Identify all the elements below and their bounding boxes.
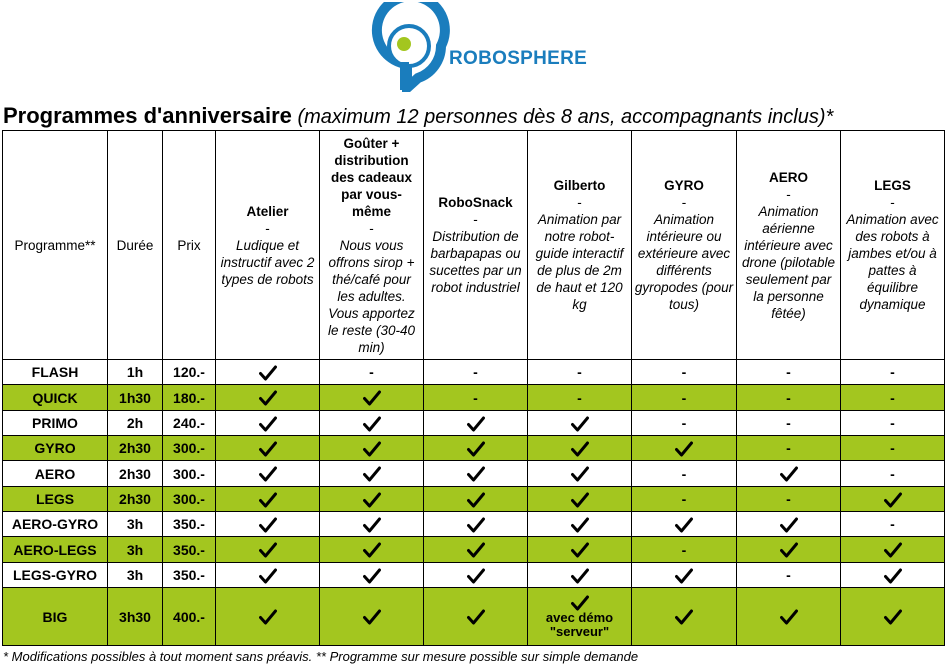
cell-activity [216,385,320,410]
cell-prix: 300.- [163,436,216,461]
cell-activity [216,512,320,537]
cell-activity [737,360,841,385]
title-main: Programmes d'anniversaire [3,103,292,128]
cell-activity [737,385,841,410]
cell-prix: 350.- [163,562,216,587]
cell-prix: 400.- [163,588,216,646]
cell-activity [632,562,737,587]
cell-activity [216,436,320,461]
check-icon [675,609,693,625]
cell-activity [216,360,320,385]
cell-activity [320,461,424,486]
check-icon [363,542,381,558]
cell-activity [320,562,424,587]
check-icon [467,492,485,508]
table-row [3,562,945,587]
check-icon [780,609,798,625]
table-row [3,461,945,486]
check-icon [259,466,277,482]
cell-activity [528,461,632,486]
cell-activity [528,562,632,587]
cell-activity [632,410,737,435]
table-row [3,436,945,461]
cell-name: AERO-LEGS [3,537,108,562]
check-icon [259,542,277,558]
cell-activity [216,562,320,587]
table-row [3,537,945,562]
cell-activity [424,537,528,562]
cell-duree: 3h30 [108,588,163,646]
cell-prix: 350.- [163,537,216,562]
logo-dot-icon [397,37,411,51]
check-icon [675,441,693,457]
cell-prix: 240.- [163,410,216,435]
check-icon [363,609,381,625]
header-row [3,131,945,360]
cell-activity [632,461,737,486]
check-icon [884,568,902,584]
dash: - [473,364,478,381]
cell-activity [737,562,841,587]
col-activity: AERO - Animation aérienne intérieure avec drone (pilotable seulement par la personne fêtée) [737,131,841,360]
cell-duree: 2h30 [108,461,163,486]
cell-name: QUICK [3,385,108,410]
cell-name: PRIMO [3,410,108,435]
cell-activity [320,537,424,562]
dash: - [681,541,687,558]
cell-activity [737,436,841,461]
cell-activity [320,360,424,385]
dash: - [890,440,895,457]
cell-name: FLASH [3,360,108,385]
dash: - [890,465,895,482]
check-icon [571,466,589,482]
cell-activity [737,537,841,562]
check-icon [363,517,381,533]
check-icon [363,416,381,432]
dash: - [681,389,687,406]
cell-activity [632,486,737,511]
cell-activity [841,588,945,646]
cell-activity [528,537,632,562]
cell-activity [841,360,945,385]
cell-activity [737,512,841,537]
cell-name: LEGS [3,486,108,511]
check-icon [571,595,589,611]
dash: - [786,414,791,431]
cell-activity [632,537,737,562]
check-icon [467,441,485,457]
brand-name: ROBOSPHERE [449,48,588,69]
dash: - [577,364,582,381]
check-icon [884,609,902,625]
check-icon [259,609,277,625]
cell-activity [737,461,841,486]
cell-activity [841,512,945,537]
programmes-table [2,130,945,646]
cell-duree: 2h30 [108,486,163,511]
cell-activity [632,360,737,385]
dash: - [681,414,687,431]
cell-activity [216,486,320,511]
cell-activity [424,588,528,646]
cell-activity [737,486,841,511]
table-row [3,512,945,537]
cell-activity [424,486,528,511]
dash: - [681,465,687,482]
cell-prix: 350.- [163,512,216,537]
table-row [3,385,945,410]
cell-prix: 300.- [163,461,216,486]
check-icon [363,390,381,406]
cell-activity [216,537,320,562]
cell-activity [216,410,320,435]
col-activity: GYRO - Animation intérieure ou extérieure avec différents gyropodes (pour tous) [632,131,737,360]
check-icon [675,568,693,584]
check-icon [571,542,589,558]
dash: - [890,414,895,431]
cell-duree: 3h [108,537,163,562]
col-activity: Goûter + distribution des cadeaux par vous-même - Nous vous offrons sirop + thé/café pour les adultes. Vous apportez le reste (30-40 min) [320,131,424,360]
cell-activity [216,588,320,646]
cell-activity [424,385,528,410]
cell-activity [320,486,424,511]
check-icon [363,466,381,482]
col-activity: Atelier - Ludique et instructif avec 2 types de robots [216,131,320,360]
col-prix: Prix [163,131,216,360]
dash: - [681,490,687,507]
cell-activity [632,512,737,537]
cell-prix: 120.- [163,360,216,385]
cell-activity [528,436,632,461]
col-duree: Durée [108,131,163,360]
cell-duree: 1h30 [108,385,163,410]
cell-activity [528,588,632,646]
check-icon [363,568,381,584]
cell-activity [320,512,424,537]
cell-activity [841,385,945,410]
check-icon [259,416,277,432]
check-icon [467,466,485,482]
cell-prix: 180.- [163,385,216,410]
cell-activity [632,588,737,646]
cell-activity [424,461,528,486]
cell-duree: 3h [108,512,163,537]
dash: - [369,364,374,381]
cell-activity [528,410,632,435]
page-title [3,103,833,129]
check-icon [571,568,589,584]
dash: - [890,364,895,381]
check-icon [467,416,485,432]
check-icon [259,517,277,533]
check-icon [884,542,902,558]
cell-activity [841,562,945,587]
check-icon [571,416,589,432]
cell-name: LEGS-GYRO [3,562,108,587]
table-row [3,486,945,511]
cell-activity [320,588,424,646]
cell-prix: 300.- [163,486,216,511]
cell-activity [528,385,632,410]
dash: - [890,516,895,533]
check-icon [467,609,485,625]
check-icon [467,568,485,584]
cell-activity [424,360,528,385]
check-icon [259,390,277,406]
cell-activity [841,410,945,435]
col-activity: Gilberto - Animation par notre robot-guide interactif de plus de 2m de haut et 120 kg [528,131,632,360]
cell-activity [632,436,737,461]
check-icon [571,441,589,457]
check-icon [780,517,798,533]
cell-activity [528,486,632,511]
check-icon [259,492,277,508]
cell-duree: 3h [108,562,163,587]
table-row [3,360,945,385]
cell-name: AERO [3,461,108,486]
cell-duree: 2h30 [108,436,163,461]
dash: - [473,389,478,406]
cell-name: GYRO [3,436,108,461]
cell-duree: 1h [108,360,163,385]
check-icon [363,441,381,457]
cell-name: AERO-GYRO [3,512,108,537]
dash: - [890,389,895,406]
cell-activity [632,385,737,410]
dash: - [786,364,791,381]
table-body [3,360,945,646]
cell-activity [320,385,424,410]
dash: - [786,389,791,406]
col-activity: LEGS - Animation avec des robots à jambes et/ou à pattes à équilibre dynamique [841,131,945,360]
check-icon [571,517,589,533]
cell-activity [841,537,945,562]
cell-activity [528,512,632,537]
robosphere-logo [362,2,602,92]
check-icon [571,492,589,508]
check-icon [675,517,693,533]
cell-activity [737,588,841,646]
cell-activity [424,436,528,461]
cell-activity [320,436,424,461]
cell-activity [737,410,841,435]
check-icon [780,466,798,482]
cell-activity [528,360,632,385]
cell-activity [424,410,528,435]
check-icon [259,441,277,457]
col-activity: RoboSnack - Distribution de barbapapas ou sucettes par un robot industriel [424,131,528,360]
dash: - [786,490,791,507]
cell-activity [841,436,945,461]
check-icon [363,492,381,508]
cell-activity [320,410,424,435]
cell-activity [841,486,945,511]
footnote: * Modifications possibles à tout moment sans préavis. ** Programme sur mesure possible sur simple demande [3,649,639,664]
cell-activity [424,512,528,537]
cell-activity [424,562,528,587]
cell-duree: 2h [108,410,163,435]
gilberto-note: avec démo "serveur" [545,610,614,640]
table-row [3,588,945,646]
dash: - [681,364,687,381]
check-icon [884,492,902,508]
cell-activity [841,461,945,486]
dash: - [577,389,582,406]
dash: - [786,440,791,457]
table-row [3,410,945,435]
check-icon [259,568,277,584]
dash: - [786,566,791,583]
cell-activity [216,461,320,486]
check-icon [780,542,798,558]
col-programme: Programme** [3,131,108,360]
cell-name: BIG [3,588,108,646]
title-sub: (maximum 12 personnes dès 8 ans, accompagnants inclus)* [291,106,834,128]
check-icon [467,517,485,533]
check-icon [467,542,485,558]
check-icon [259,365,277,381]
